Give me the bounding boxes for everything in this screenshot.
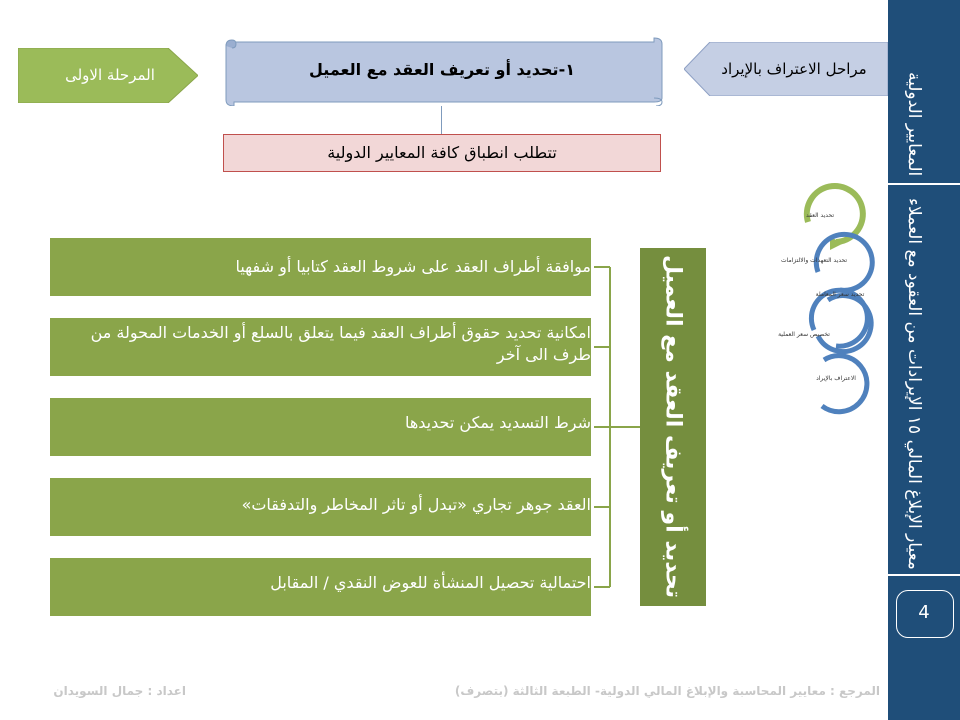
footer-reference: المرجع : معايير المحاسبة والإبلاغ المالي الدولية- الطبعة الثالثة (بتصرف) xyxy=(454,684,880,698)
cycle-diagram xyxy=(778,180,878,420)
sidebar-title-top: المعايير الدولية xyxy=(904,71,924,176)
footer-author: اعداد : جمال السويدان xyxy=(53,684,186,698)
phase-label: المرحلة الاولى xyxy=(65,66,155,84)
cycle-step-label: تحديد سعر المعاملة xyxy=(815,291,865,298)
requirement-text: تتطلب انطباق كافة المعايير الدولية xyxy=(327,143,557,162)
cycle-step-label: تخصيص سعر العملية xyxy=(778,331,830,338)
criterion-text: موافقة أطراف العقد على شروط العقد كتابيا أو شفهيا xyxy=(235,257,591,276)
criterion-text: العقد جوهر تجاري «تبدل أو تاثر المخاطر والتدفقات» xyxy=(241,495,591,514)
cycle-step-label: تحديد العقد xyxy=(806,212,834,219)
criterion-text: احتمالية تحصيل المنشأة للعوض النقدي / المقابل xyxy=(270,573,591,592)
connector-line xyxy=(441,106,442,134)
page-number: 4 xyxy=(918,602,930,623)
sidebar-divider xyxy=(888,574,960,576)
sidebar-title-main: معيار الإبلاغ المالي ١٥ الإيرادات من العقود مع العملاء xyxy=(904,198,924,570)
criterion-text: امكانية تحديد حقوق أطراف العقد فيما يتعلق بالسلع أو الخدمات المحولة من طرف الى آخر xyxy=(90,323,591,364)
cycle-ring-5 xyxy=(822,356,867,412)
bracket-connector xyxy=(588,250,642,590)
sidebar-divider xyxy=(888,183,960,185)
step-title: ١-تحديد أو تعريف العقد مع العميل xyxy=(309,60,575,79)
cycle-step-label: الاعتراف بالإيراد xyxy=(816,375,856,382)
stages-label: مراحل الاعتراف بالإيراد xyxy=(721,60,867,78)
vertical-title: تحديد أو تعريف العقد مع العميل xyxy=(660,255,686,599)
cycle-step-label: تحديد التعهدات والالتزامات xyxy=(780,257,848,264)
criterion-text: شرط التسديد يمكن تحديدها xyxy=(404,413,591,432)
